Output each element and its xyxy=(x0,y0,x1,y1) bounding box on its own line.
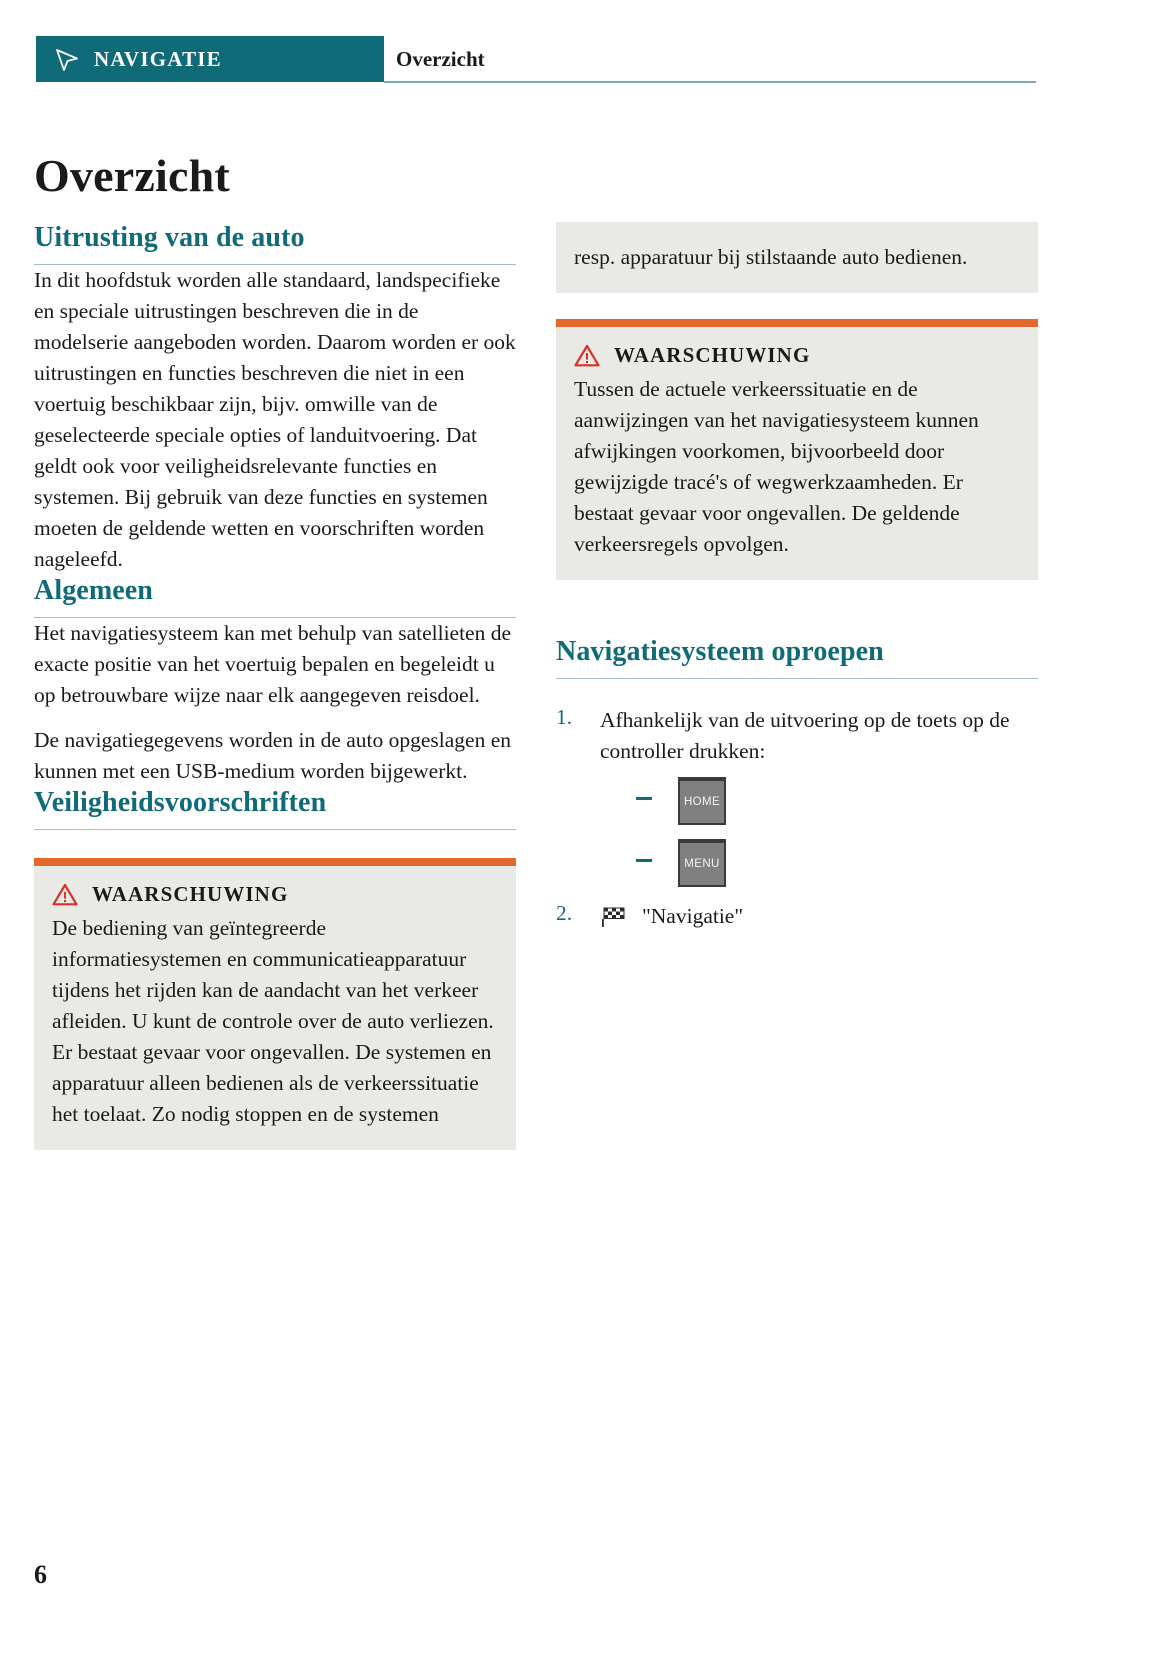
header-rule xyxy=(384,81,1036,83)
step-text-1: Afhankelijk van de uitvoering op de toets op de controller drukken: xyxy=(600,708,1010,763)
key-option-menu xyxy=(636,839,1038,887)
heading-navigatiesysteem-oproepen: Navigatiesysteem oproepen xyxy=(556,636,1038,679)
warning-text: De bediening van geïntegreerde informatiesystemen en communicatieapparatuur tijdens het rijden kan de aandacht van het verkeer afleiden. U kunt de controle over de auto verliezen. Er bestaat gevaar voor ongevallen. De systemen en apparatuur alleen bedienen als de verkeerssituatie het toelaat. Zo nodig stoppen en de systemen xyxy=(52,916,494,1126)
paragraph-uitrusting: In dit hoofdstuk worden alle standaard, landspecifieke en speciale uitrustingen beschreven die in de modelserie aangeboden worden. Daarom worden er ook uitrustingen en functies beschreven die niet in een voertuig beschikbaar zijn, bijv. omwille van de geselecteerde speciale opties of landuitvoering. Dat geldt ook voor veiligheidsrelevante functies en systemen. Bij gebruik van deze functies en systemen moeten de geldende wetten en voorschriften worden nageleefd. xyxy=(34,268,516,571)
warning-header xyxy=(52,882,498,907)
step-item-1 xyxy=(556,705,1038,887)
right-column xyxy=(556,222,1038,938)
page-title: Overzicht xyxy=(34,149,230,201)
step-1-key-options xyxy=(600,777,1038,887)
page-number: 6 xyxy=(34,1560,47,1589)
heading-uitrusting-van-de-auto: Uitrusting van de auto xyxy=(34,222,516,265)
paragraph-algemeen-1: Het navigatiesysteem kan met behulp van satellieten de exacte positie van het voertuig bepalen en begeleidt u op betrouwbare wijze naar elk aangegeven reisdoel. xyxy=(34,621,512,707)
chapter-tab xyxy=(36,36,384,82)
warning-title-2: WAARSCHUWING xyxy=(614,343,811,367)
warning-box-navigation xyxy=(556,319,1038,580)
step-number-1: 1. xyxy=(556,705,573,729)
warning-accent-bar xyxy=(34,858,516,866)
warning-triangle-icon xyxy=(52,883,78,906)
left-column xyxy=(34,222,516,1150)
steps-list xyxy=(556,705,1038,932)
step-2-content xyxy=(600,901,1038,932)
step-item-2 xyxy=(556,901,1038,932)
heading-veiligheidsvoorschriften: Veiligheidsvoorschriften xyxy=(34,787,516,830)
dash-marker xyxy=(636,859,652,862)
warning-title: WAARSCHUWING xyxy=(92,882,289,906)
warning-box-safety xyxy=(34,858,516,1150)
warning-header-2 xyxy=(574,343,1020,368)
warning-continuation-box xyxy=(556,222,1038,293)
chapter-tab-label: NAVIGATIE xyxy=(94,46,222,71)
running-header xyxy=(36,36,1036,82)
menu-key[interactable]: MENU xyxy=(678,839,726,887)
key-option-home xyxy=(636,777,1038,825)
warning-box-navigation-body xyxy=(556,327,1038,580)
warning-accent-bar-2 xyxy=(556,319,1038,327)
warning-continuation-text: resp. apparatuur bij stilstaande auto bedienen. xyxy=(574,245,968,269)
step-text-2: "Navigatie" xyxy=(642,904,744,928)
step-number-2: 2. xyxy=(556,901,573,925)
paragraph-algemeen-2: De navigatiegegevens worden in de auto opgeslagen en kunnen met een USB-medium worden bijgewerkt. xyxy=(34,728,512,783)
heading-algemeen: Algemeen xyxy=(34,575,516,618)
warning-box-body xyxy=(34,866,516,1150)
home-key[interactable]: HOME xyxy=(678,777,726,825)
warning-triangle-icon xyxy=(574,344,600,367)
dash-marker xyxy=(636,797,652,800)
navigation-arrow-icon xyxy=(54,46,80,72)
header-chapter-title: Overzicht xyxy=(396,47,485,71)
warning-text-2: Tussen de actuele verkeerssituatie en de aanwijzingen van het navigatiesysteem kunnen afwijkingen voorkomen, bijvoorbeeld door gewijzigde tracé's of wegwerkzaamheden. Er bestaat gevaar voor ongevallen. De geldende verkeersregels opvolgen. xyxy=(574,377,979,556)
checkered-flag-icon xyxy=(600,906,626,928)
